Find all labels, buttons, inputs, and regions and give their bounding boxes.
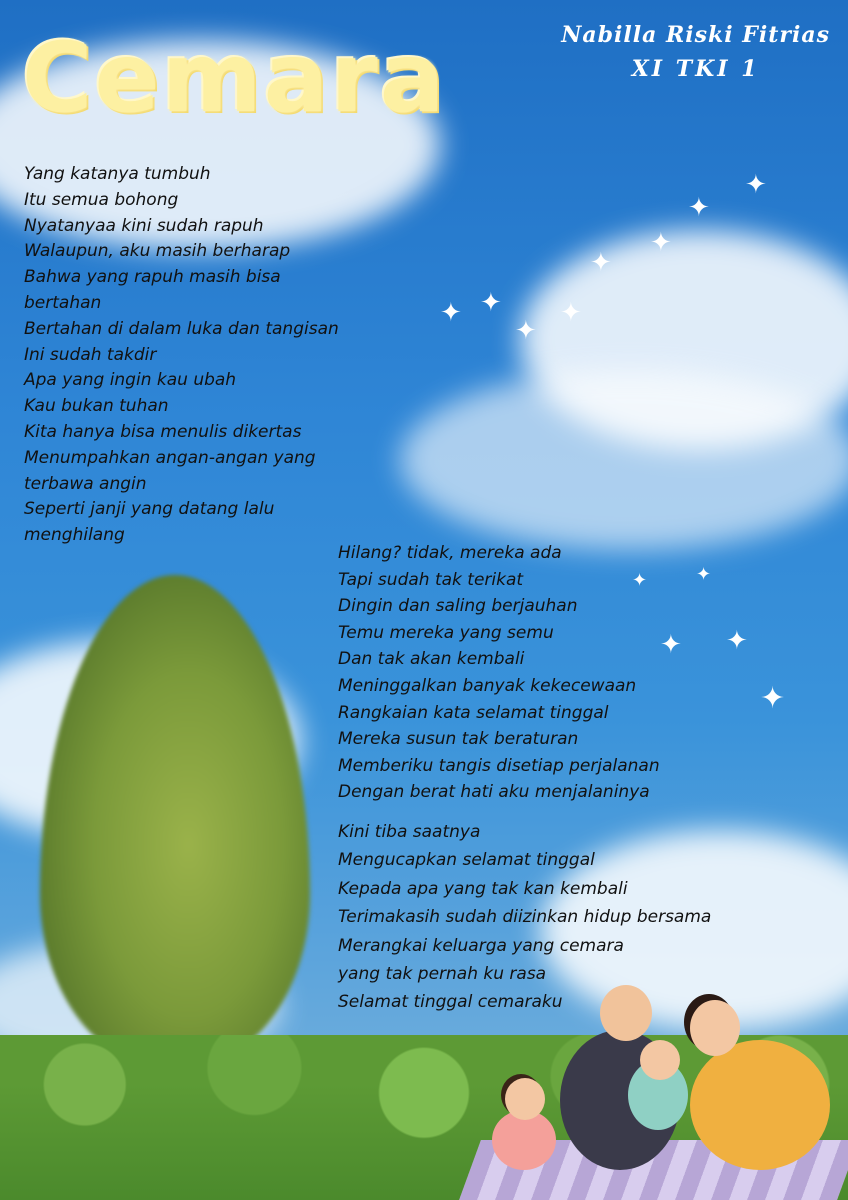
poem-line: Memberiku tangis disetiap perjalanan: [338, 755, 660, 776]
poem-line: Rangkaian kata selamat tinggal: [338, 702, 609, 723]
poem-line: Walaupun, aku masih berharap: [24, 241, 291, 262]
poem-line: Kepada apa yang tak kan kembali: [338, 878, 628, 899]
bird-icon: ✦: [696, 564, 712, 585]
poem-line: menghilang: [24, 525, 125, 546]
bird-icon: ✦: [440, 298, 462, 328]
poem-line: Nyatanyaa kini sudah rapuh: [24, 215, 264, 236]
poem-line: Bahwa yang rapuh masih bisa: [24, 267, 281, 288]
bird-icon: ✦: [760, 681, 786, 716]
poem-line: Meninggalkan banyak kekecewaan: [338, 675, 637, 696]
poem-line: Hilang? tidak, mereka ada: [338, 543, 562, 563]
poem-stanza-1: [24, 162, 339, 549]
poem-line: Bertahan di dalam luka dan tangisan: [24, 318, 339, 339]
poem-stanza-3: [338, 818, 711, 1017]
bird-icon: ✦: [590, 248, 612, 278]
poem-line: Dan tak akan kembali: [338, 649, 525, 670]
poem-line: Terimakasih sudah diizinkan hidup bersama: [338, 907, 712, 928]
author-class: XI TKI 1: [631, 56, 760, 82]
poem-line: terbawa angin: [24, 473, 147, 494]
poem-line: Menumpahkan angan-angan yang: [24, 447, 316, 468]
poem-line: Apa yang ingin kau ubah: [24, 370, 237, 391]
bird-icon: ✦: [650, 228, 672, 258]
bird-icon: ✦: [726, 626, 748, 656]
bird-icon: ✦: [560, 298, 582, 328]
poem-line: Selamat tinggal cemaraku: [338, 992, 563, 1013]
bird-icon: ✦: [660, 630, 682, 660]
poem-line: Kita hanya bisa menulis dikertas: [24, 421, 302, 442]
bird-icon: ✦: [515, 316, 537, 346]
poem-line: Merangkai keluarga yang cemara: [338, 935, 624, 956]
bird-icon: ✦: [745, 170, 767, 200]
poem-stanza-2: [338, 540, 660, 806]
poem-line: Ini sudah takdir: [24, 344, 157, 365]
bird-icon: ✦: [632, 570, 648, 591]
poem-line: Yang katanya tumbuh: [24, 164, 211, 184]
mother-figure-illustration: [690, 1040, 830, 1170]
poem-line: Tapi sudah tak terikat: [338, 569, 524, 590]
poem-line: Dengan berat hati aku menjalaninya: [338, 782, 650, 803]
poem-line: Temu mereka yang semu: [338, 622, 554, 643]
author-block: [561, 22, 830, 82]
poem-line: Mengucapkan selamat tinggal: [338, 850, 595, 871]
poem-line: Seperti janji yang datang lalu: [24, 499, 275, 520]
poem-line: bertahan: [24, 292, 102, 313]
boy-head-illustration: [640, 1040, 680, 1080]
poem-line: Dingin dan saling berjauhan: [338, 596, 578, 617]
bird-icon: ✦: [480, 288, 502, 318]
poem-line: Itu semua bohong: [24, 189, 179, 210]
poem-line: Mereka susun tak beraturan: [338, 729, 579, 750]
girl-head-illustration: [505, 1078, 545, 1120]
poem-line: Kini tiba saatnya: [338, 822, 481, 842]
poem-line: yang tak pernah ku rasa: [338, 964, 547, 985]
bird-icon: ✦: [688, 193, 710, 223]
poem-line: Kau bukan tuhan: [24, 396, 169, 417]
poem-title: Cemara: [22, 22, 447, 134]
cloud-illustration: [400, 370, 848, 550]
author-name: Nabilla Riski Fitrias: [561, 22, 830, 48]
